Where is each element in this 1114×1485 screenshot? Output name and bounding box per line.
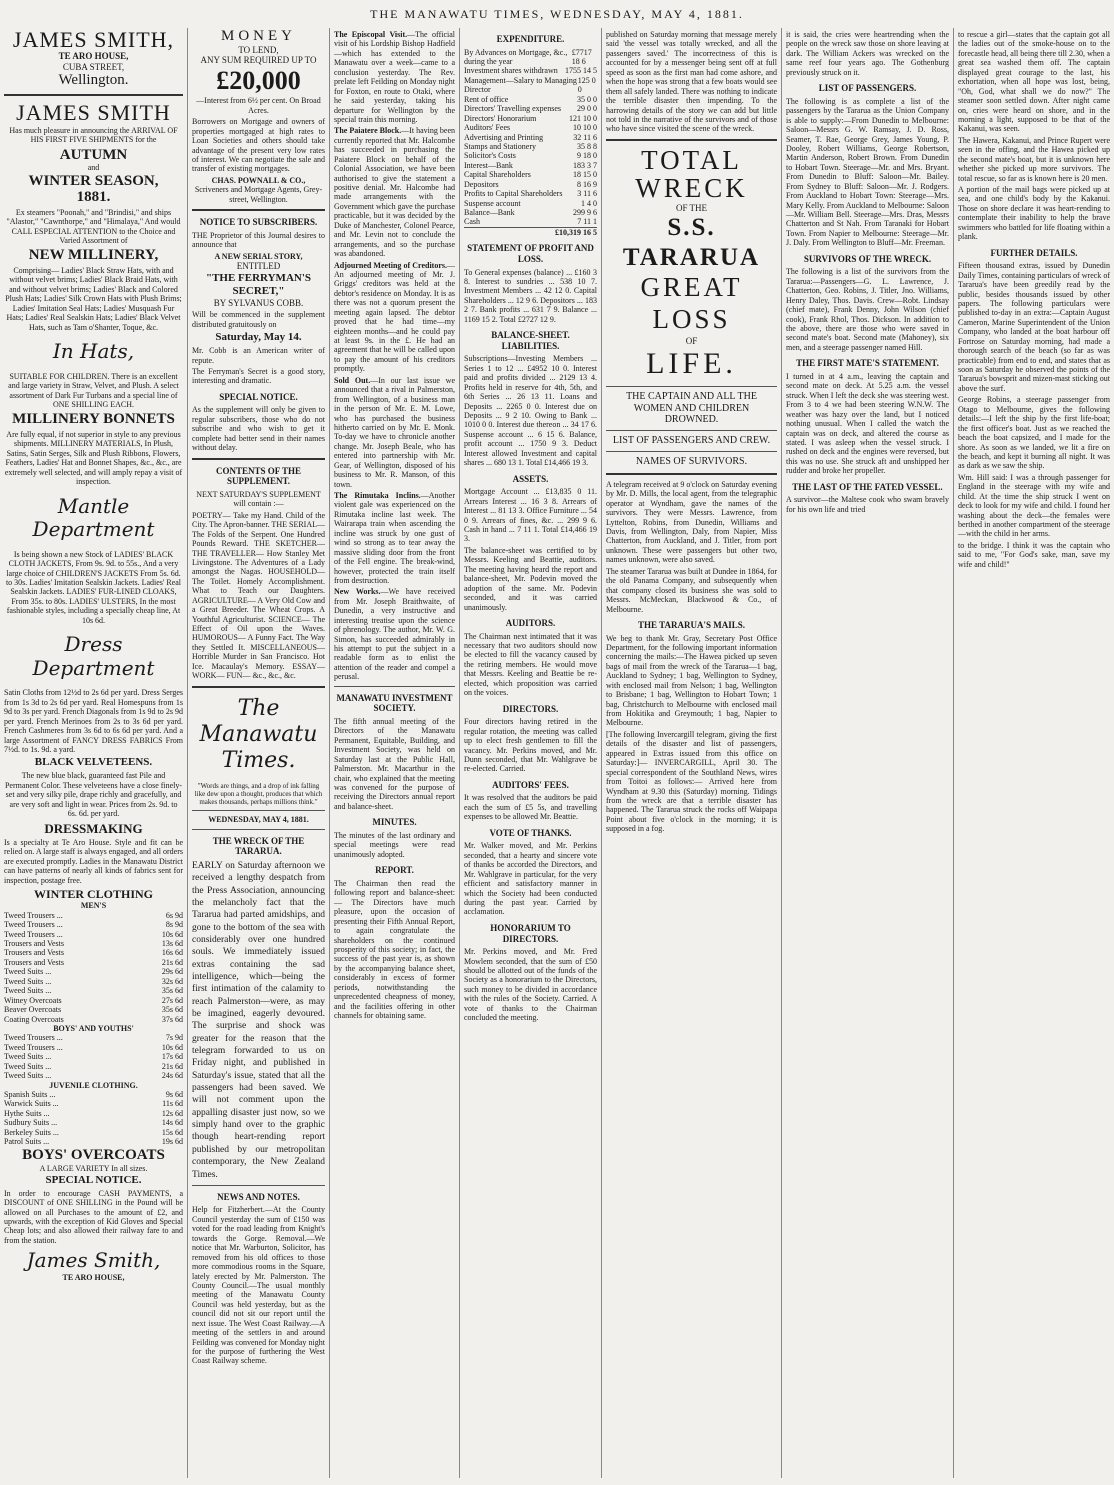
price-row: Tweed Suits ... 17s 6d bbox=[4, 1052, 183, 1062]
news-item: The Paiatere Block.—It having been currently reported that Mr. Halcombe has succeeded in purchasing the Paiatere Block on behalf of the Colonial Association, we have been authorised to give the statement a positive denial. Mr. Halcombe had made arrangements with the Government which gave the purchase practicable, but it was decided by the Duke of Manchester, Colonel Pearce, and Mr. Levin not to conclude the arrangements, and so the purchase was abandoned. bbox=[334, 126, 455, 259]
contents-list: POETRY— Take my Hand. Child of the City. The Apron-banner. THE SERIAL— The Folds of the Serpent. One Hundred Pounds Reward. THE SKETCHER— THE TRAVELLER— How Stanley Met Livingstone. The Adventures of a Lady amongst the Nagas. HOUSEHOLD— The Toilet. Homely Accomplishment. What to Teach our Daughters. AGRICULTURE— A Very Old Cow and a Great Breeder. The Wheat Crops. A Youthful Agriculturist. SCIENCE— The Effect of Oil upon the Waves. HUMOROUS— A Funny Fact. The Way they Settled It. MISCELLANEOUS— Horrible Murder in San Francisco. Hot Ice. Macaulay's Memory. ESSAY— WORK— FUN— &c., &c., &c. bbox=[192, 510, 325, 681]
advert-intro: Has much pleasure in announcing the ARRIVAL OF HIS FIRST FIVE SHIPMENTS for the bbox=[9, 125, 178, 145]
table-row: Solicitor's Costs 9 18 0 bbox=[464, 151, 597, 161]
serial-cobb: Mr. Cobb is an American writer of repute. bbox=[192, 346, 325, 365]
advert-name: JAMES SMITH, bbox=[12, 28, 175, 52]
price-row: Tweed Suits ... 21s 6d bbox=[4, 1061, 183, 1071]
table-row: Directors' Honorarium 121 10 0 bbox=[464, 113, 597, 123]
special-notice-heading: SPECIAL NOTICE. bbox=[219, 391, 298, 402]
advert-velveteens: BLACK VELVETEENS. bbox=[34, 756, 153, 769]
paper-dateline: WEDNESDAY, MAY 4, 1881. bbox=[208, 815, 309, 825]
assets-text: Mortgage Account ... £13,835 0 11. Arrears Interest ... 16 3 8. Arrears of Interest ... 81 13 3. Office Furniture ... 54 0 9. Arrears of fines, &c. ... 299 9 6. Cash in hand ... 7 11 1. Total £14,466 19 3. bbox=[464, 487, 597, 544]
fees-text: It was resolved that the auditors be paid each the sum of £5 5s, and travelling expenses to be allowed Mr. Beattie. bbox=[464, 793, 597, 822]
money-amount: £20,000 bbox=[216, 65, 301, 95]
advert-name-2: JAMES SMITH bbox=[16, 99, 171, 125]
advert-bonnets-text: Are fully equal, if not superior in style to any previous shipments. MILLINERY MATERIALS, In Plush, Satins, Satin Serges, Silk and Plush Ribbons, Flowers, Feathers, Ladies' Hat and Bonnet Shapes, &c., &c., are extremely well selected, and will amply repay a visit of inspection. bbox=[4, 429, 183, 487]
column-balance-sheet bbox=[460, 28, 602, 1478]
serial-title: "THE FERRYMAN'S SECRET," bbox=[205, 271, 312, 297]
price-row: Hythe Suits ... 12s 6d bbox=[4, 1108, 183, 1118]
further-text: Fifteen thousand extras, issued by Dunedin Daily Times, containing particulars of wreck of Tararua's have been greedily read by the public, besides thousands issued by other papers. The following particulars were published to-day in an extra:—Captain August Cameron, Marine Superintendent of the Union Company, who landed at the boat harbour off Fortrose on Saturday morning, had made a thorough search of the beach (so far as was practicable) from end to end, and states that as soon as Saturday he observed the points of the Tararua's bowsprit and mizen-mast sticking out above the surf. bbox=[958, 261, 1110, 393]
advert-notice: SPECIAL NOTICE. bbox=[45, 1173, 142, 1186]
column-further-details bbox=[954, 28, 1114, 1478]
advert-in-hats-text: SUITABLE FOR CHILDREN. There is an excellent and large variety in Straw, Velvet, and Plush. A select assortment of Dark Fur Turbans and a special line of ONE SHILLING EACH. bbox=[8, 371, 179, 409]
advert-bonnets: MILLINERY BONNETS bbox=[12, 411, 175, 428]
table-row: Interest—Bank 183 3 7 bbox=[464, 160, 597, 170]
masthead bbox=[0, 0, 1114, 26]
advert-overcoats-sub: A LARGE VARIETY In all sizes. bbox=[39, 1164, 148, 1174]
advert-foot-name: James Smith, bbox=[26, 1248, 161, 1273]
contents-next: NEXT SATURDAY'S SUPPLEMENT will contain :— bbox=[196, 489, 321, 509]
notice-subscribers-heading: NOTICE TO SUBSCRIBERS. bbox=[199, 217, 318, 228]
advert-juvenile-list bbox=[4, 1090, 183, 1147]
serial-heading: A NEW SERIAL STORY, bbox=[214, 251, 303, 261]
expenditure-table bbox=[464, 48, 597, 238]
tararua-history: The steamer Tararua was built at Dundee in 1864, for the old Panama Company, and subsequently when that company closed its business she was sold to Messrs. McMeckan, Blackwood & Co., of Melbourne. bbox=[606, 566, 777, 614]
table-row: By Advances on Mortgage, &c., during the year £7717 18 6 bbox=[464, 47, 592, 67]
telegram-text: A telegram received at 9 o'clock on Saturday evening by Mr. D. Mills, the local agent, from the telegraphic operator at Wyndham, gave the names of the survivors. They were Messrs. Lawrence, from Lyttelton, Robins, from Dunedin, Williams and Davis, from Wellington, Daly, from Napier, Miss Chatterton, from Auckland, and J. Titler, from port unknown. These were passengers but other two, names unknown, were also saved. bbox=[606, 479, 777, 565]
headline-of: OF bbox=[685, 335, 698, 346]
auditors-text: The Chairman next intimated that it was necessary that two auditors should now be elected to fill the vacancy caused by the retiring members. He would move that Messrs. Keeling and Beattie be re-elected, which proposition was carried on the voices. bbox=[464, 631, 597, 698]
masthead-title: THE MANAWATU TIMES, WEDNESDAY, MAY 4, 1881. bbox=[370, 7, 744, 21]
serial-author: BY SYLVANUS COBB. bbox=[213, 297, 304, 308]
advert-mens-list bbox=[4, 911, 183, 1024]
headline-total-wreck: TOTAL WRECK bbox=[635, 144, 748, 204]
price-row: Tweed Suits ... 29s 6d bbox=[4, 967, 183, 977]
price-row: Tweed Trousers ... 10s 6d bbox=[4, 1042, 183, 1052]
price-row: Tweed Trousers ... 8s 9d bbox=[4, 920, 183, 930]
honorarium-text: Mr. Perkins moved, and Mr. Fred Mowlem seconded, that the sum of £50 should be allotted out of the funds of the Society as a honorarium to the Directors, such money to be divided in accordance with the rules of the Society. Carried. A vote of thanks to the Chairman concluded the meeting. bbox=[464, 947, 597, 1023]
advert-millinery-text: Comprising— Ladies' Black Straw Hats, with and without velvet brims; Ladies' Black Braid Hats, with and without velvet brims; Ladies' Black and Colored Plush Hats; Ladies' Silk Crown Hats with Plush Brims; Ladies' Imitation Seal Hats; Ladies' Musquash Fur Hats; Ladies' Real Sealskin Hats; Ladies' Black Velvet Hats, such as Tam o'Shanter, Toque, &c. bbox=[5, 265, 182, 332]
passengers-heading: LIST OF PASSENGERS. bbox=[818, 83, 917, 94]
advert-mantle-text: Is being shown a new Stock of LADIES' BLACK CLOTH JACKETS, From 9s. 9d. to 55s., And a very large choice of CHILDREN'S JACKETS From 5s. 6d. to 30s. Ladies' Imitation Sealskin Jackets. Ladies' Real Sealskin Jackets. LADIES' FUR-LINED CLOAKS, From 35s. to 80s. LADIES' ULSTERS, In the most fashionable styles, including a specially cheap line, At 10s 6d. bbox=[5, 549, 182, 625]
rescue-text: to rescue a girl—states that the captain got all the ladies out of the smoke-house on to the forecastle head, all being there till 2.30, when a great sea washed them off. The captain displayed great courage to the last, his exhortation, when all hope was lost, being, "Oh, God, what shall we do now?" The steamer soon settled down. After night came on, cries were heard on shore, and in the morning a light, supposed to be that of the Kakanui, was seen. bbox=[958, 30, 1110, 134]
survivors-heading: SURVIVORS OF THE WRECK. bbox=[803, 253, 932, 264]
mails-heading: THE TARARUA'S MAILS. bbox=[638, 619, 745, 630]
money-heading: MONEY bbox=[221, 28, 296, 44]
special-notice-text: As the supplement will only be given to regular subscribers, those who do not subscribe and who wish to get it complete had better send in their names without delay. bbox=[192, 405, 325, 453]
column-te-aro-advert bbox=[0, 28, 188, 1478]
wreck-editorial-text: EARLY on Saturday afternoon we received a lengthy despatch from the Press Association, announcing the melancholy fact that the Tararua had parted amidships, and gone to the bottom of the sea with considerably over one hundred souls. We immediately issued extras containing the sad intelligence, which—being the first intimation of the calamity to reach Palmerston—were, as may be imagined, eagerly devoured. The surprise and shock was greater for the reason that the telegram forwarded to us on Friday night, and published in Saturday's issue, stated that all the passengers had been saved. We will not comment upon the appalling disaster just now, so we simply hand over to the graphic though heart-rending report published by our metropolitan contemporary, the New Zealand Times. bbox=[192, 860, 325, 1180]
headline-ship: S.S. TARARUA bbox=[622, 214, 761, 271]
money-any-sum: ANY SUM REQUIRED UP TO bbox=[200, 55, 317, 66]
news-item: Sold Out.—In our last issue we announced that a rival in Palmerston, from Wellington, of a business man in the person of Mr. E. M. Lowe, who has purchased the business hitherto carried on by Mr. E. Monk. To-day we have to chronicle another change. Mr. Joseph Beale, who has entered into partnership with Mr. Gear, of Wellington, disposed of his business to Mr. R. Manson, of this town. bbox=[334, 375, 455, 489]
table-row: Management—Salary to Managing Director 125 0 0 bbox=[464, 75, 596, 95]
advert-autumn: AUTUMN bbox=[59, 146, 128, 163]
profit-heading: STATEMENT OF PROFIT AND LOSS. bbox=[467, 243, 594, 264]
advert-year: 1881. bbox=[76, 189, 111, 206]
price-row: Tweed Trousers ... 7s 9d bbox=[4, 1033, 183, 1043]
news-heading: NEWS AND NOTES. bbox=[217, 1191, 300, 1202]
headline-life: LIFE. bbox=[646, 347, 737, 381]
subhead-survivors: NAMES OF SURVIVORS. bbox=[635, 456, 748, 468]
advert-ex: Ex steamers "Poonah," and "Brindisi," and ships "Alastor," "Cawnthorpe," and "Himalaya," And would CALL ESPECIAL ATTENTION to the Choice and Varied Assortment of bbox=[6, 207, 181, 246]
invercargill-text: [The following Invercargill telegram, giving the first details of the disaster and list of passengers, appeared in Extras issued from this office on Saturday:]— INVERCARGILL, April 30. The special correspondent of the Southland News, wires from Toitoi as follows:— Arrived here from Wyndham at 9.30 this (Saturday) morning. Tidings from the wreck are that a terrible disaster has happened. The Tararua struck the rocks off Waipapa Point about five o'clock in the morning; it is supposed in a fog. bbox=[606, 729, 777, 834]
assets-heading: ASSETS. bbox=[512, 473, 549, 484]
profit-text: To General expenses (balance) ... £160 3 8. Interest to sundries ... 538 10 7. Investment Members ... 42 12 0. Capital Shareholders ... 12 9 6. Depositors ... 183 2 7. Bank profits ... 631 7 9. Balance ... 1169 15 2. Total £2727 12 9. bbox=[464, 267, 597, 324]
table-row: Directors' Travelling expenses 29 0 0 bbox=[464, 104, 597, 114]
advert-velveteens-text: The new blue black, guaranteed fast Pile and Permanent Color. These velveteens have a close finely-set and very silky pile, drape richly and gracefully, and are very soft and light in wear. Prices from 2s. 9d. to 6s. 6d. per yard. bbox=[4, 771, 183, 819]
paper-motto: "Words are things, and a drop of ink falling like dew upon a thought, produces that which makes thousands, perhaps millions think." bbox=[194, 781, 323, 806]
advert-mantle: Mantle Department bbox=[32, 493, 155, 542]
price-row: Beaver Overcoats 35s 6d bbox=[4, 1005, 183, 1015]
money-firm-sub: Scriveners and Mortgage Agents, Grey-street, Wellington. bbox=[194, 185, 323, 204]
paper-title: The Manawatu Times. bbox=[199, 695, 318, 773]
price-row: Warwick Suits ... 11s 6d bbox=[4, 1099, 183, 1109]
advert-winter: WINTER SEASON, bbox=[28, 172, 159, 189]
directors-text: Four directors having retired in the regular rotation, the meeting was called up to elect fresh gentlemen to fill the vacancy. Mr. Perkins moved, and Mr. Dunn seconded, that Mr. Wahlgrave be re-elected. Carried. bbox=[464, 717, 597, 774]
survivors-text: The following is a list of the survivors from the Tararua:—Passengers—G. L. Lawrence, J. Chatterton, Geo. Robins, J. Titler, Jno. Williams, Henry Daley, Thos. Davis. Crew—Robt. Lindsay (chief mate), Frank Denny, John Wilson (chief cook), Frank Rhol, Thos. Dickson. In addition to the above, there are those who were saved in second mate's boat. Second mate (Mahoney), six men, and a steerage passenger named Hill. bbox=[786, 267, 949, 352]
last-vessel-heading: THE LAST OF THE FATED VESSEL. bbox=[792, 481, 943, 492]
subhead-drowned: THE CAPTAIN AND ALL THE WOMEN AND CHILDREN DROWNED. bbox=[626, 390, 757, 426]
report-text: The Chairman then read the following report and balance-sheet:— The Directors have much pleasure, upon the occasion of presenting their Fifth Annual Report, to again congratulate the shareholders on the continued prosperity of this society; in fact, the success of the past year is, as shown by the accompanying balance sheet, considerably in excess of former periods, notwithstanding the unprecedented cheapness of money, and the facilities offering in other channels for obtaining same. bbox=[334, 878, 455, 1020]
money-interest: —Interest from 6½ per cent. On Broad Acres. bbox=[196, 96, 321, 115]
table-row: Balance—Bank 299 9 6 bbox=[464, 208, 597, 218]
balance-text: Subscriptions—Investing Members ... Series 1 to 12 ... £4952 10 0. Interest paid and profits divided ... 2129 13 4. Profits held in reserve for 4th, 5th, and 6th Series ... 26 13 11. Loans and Deposits ... 2265 0 0. Interest due on Deposits ... 9 2 10. Owing to Bank ... 1010 0 0. Interest due thereon ... 34 17 6. Suspense account ... 6 15 6. Balance, profit account ... 1750 9 3. Deduct Interest allowed Investment and capital shares ... 680 13 1. Total £14,466 19 3. bbox=[464, 354, 597, 468]
price-row: Trousers and Vests 13s 6d bbox=[4, 939, 183, 949]
advert-city: Wellington. bbox=[58, 72, 129, 89]
mails-text: We beg to thank Mr. Gray, Secretary Post Office Department, for the following important information concerning the mails:—The Hawea picked up seven bags of mail from the wreck of the Tararua—1 bag, Auckland to Sydney; 1 bag, Wellington to Sydney, with enclosed mail from Nelson; 1 bag, Wellington to Brisbane; 1 bag, Wellington to Hobart Town; 1 bag, Christchurch to Melbourne with enclosed mail from Hokitika and Greymouth; 1 bag, Napier to Melbourne. bbox=[606, 633, 777, 728]
advert-dressmaking: DRESSMAKING bbox=[44, 820, 143, 836]
advert-juvenile: JUVENILE CLOTHING. bbox=[49, 1080, 138, 1090]
headline-of-the: OF THE bbox=[675, 202, 708, 213]
column-passengers bbox=[782, 28, 954, 1478]
advert-millinery: NEW MILLINERY, bbox=[28, 247, 159, 264]
minutes-text: The minutes of the last ordinary and special meetings were read unanimously adopted. bbox=[334, 830, 455, 859]
price-row: Trousers and Vests 21s 6d bbox=[4, 957, 183, 967]
headline-great-loss: GREAT LOSS bbox=[640, 272, 743, 334]
price-row: Witney Overcoats 27s 6d bbox=[4, 995, 183, 1005]
subhead-list: LIST OF PASSENGERS AND CREW. bbox=[612, 435, 771, 447]
table-row: Stamps and Stationery 35 8 8 bbox=[464, 141, 597, 151]
wreck-intro: published on Saturday morning that message merely said 'the vessel was totally wrecked, and all the passengers saved.' The incorrectness of this is accounted for by a messenger being sent off at full speed as soon as the first man had come ashore, and when the hope was strong that a few boats would see them all safely landed. There was nothing to indicate the terrible disaster then impending. To the harrowing details of the story we can add but little not told in the narrative of the survivors and of those who have since visited the scene of the wreck. bbox=[606, 30, 777, 134]
thanks-text: Mr. Walker moved, and Mr. Perkins seconded, that a hearty and sincere vote of thanks be accorded the Directors, and Mr. Wahlgrave in particular, for the very efficient and satisfactory manner in which the Society had been conducted during the past year. Carried by acclamation. bbox=[464, 841, 597, 917]
fees-heading: AUDITORS' FEES. bbox=[492, 779, 569, 790]
society-heading: MANAWATU INVESTMENT SOCIETY. bbox=[336, 692, 453, 714]
advert-street: CUBA STREET, bbox=[62, 61, 125, 72]
advert-mens: MEN'S bbox=[80, 901, 107, 911]
serial-ferryman: The Ferryman's Secret is a good story, interesting and dramatic. bbox=[192, 367, 325, 386]
advert-boys: BOYS' AND YOUTHS' bbox=[53, 1023, 134, 1033]
advert-dress: Dress Department bbox=[32, 632, 155, 680]
table-row: Capital Shareholders 18 15 0 bbox=[464, 170, 597, 180]
serial-entitled: ENTITLED bbox=[236, 261, 281, 272]
price-row: Spanish Suits ... 9s 6d bbox=[4, 1090, 183, 1100]
mate-heading: THE FIRST MATE'S STATEMENT. bbox=[796, 358, 939, 369]
news-text: Help for Fitzherbert.—At the County Council yesterday the sum of £150 was voted for the road leading from Knight's towards the Gorge. Removal.—We notice that Mr. Warburton, Solicitor, has removed from his old offices to those more commodious rooms in the Square, lately erected by Mr. Palmerston. The County Council.—The usual monthly meeting of the Manawatu County Council was held yesterday, but as the council did not sit our report until the next issue. The West Coast Railway.—A meeting of the settlers in and around Feilding was convened for Monday night for the purpose of furthering the West Coast Railway scheme. bbox=[192, 1205, 325, 1366]
contents-heading: CONTENTS OF THE SUPPLEMENT. bbox=[215, 465, 302, 487]
last-vessel-text: A survivor—the Maltese cook who swam bravely for his own life and tried bbox=[786, 495, 949, 514]
advert-notice-text: In order to encourage CASH PAYMENTS, a DISCOUNT of ONE SHILLING in the Pound will be allowed on all Purchases to the amount of £2, and upwards, with the exception of Kid Gloves and Special Cheap lots; and also allowed their railway fare to and from the station. bbox=[4, 1188, 183, 1245]
minutes-heading: MINUTES. bbox=[372, 817, 417, 828]
price-row: Tweed Suits ... 24s 6d bbox=[4, 1071, 183, 1081]
news-item: The Rimutaka Inclins.—Another violent gale was experienced on the Rimutaka incline last week. The Wairarapa train when ascending the incline was struck by one gust of wind so strong as to tear away the massive sliding door from the front of the Fell engine. The break-wind, however, protected the train itself from destruction. bbox=[334, 491, 455, 585]
advert-dressmaking-text: Is a specialty at Te Aro House. Style and fit can be relied on. A large staff is always engaged, and all orders are executed promptly. Ladies in the Manawatu District can have patterns of nearly all kinds of fabrics sent for inspection, postage free. bbox=[4, 837, 183, 885]
advert-and: and bbox=[87, 163, 100, 173]
certified-text: The balance-sheet was certified to by Messrs. Keeling and Beattie, auditors. The meeting having heard the report and balance-sheet, Mr. Podevin moved the adoption of the same. Mr. Podevin seconded, and it was carried unanimously. bbox=[464, 545, 597, 612]
table-row: Investment shares withdrawn 1755 14 5 bbox=[464, 66, 597, 76]
advert-foot-house: TE ARO HOUSE, bbox=[62, 1272, 125, 1282]
column-local-news bbox=[330, 28, 460, 1478]
table-row: Depositors 8 16 9 bbox=[464, 179, 597, 189]
honorarium-heading: HONORARIUM TO DIRECTORS. bbox=[490, 922, 571, 944]
report-heading: REPORT. bbox=[375, 865, 414, 876]
advert-in-hats: In Hats, bbox=[52, 339, 135, 364]
george-robins-text: George Robins, a steerage passenger from Otago to Melbourne, gives the following details:—I left the ship by the first life-boat; the first officer's boat. Just as we reached the beach the boat capsized, and I made for the shore. As soon as we landed, we lit a fire on the beach, and kept it burning all night. It was as dark as we saw the ship. bbox=[958, 395, 1110, 471]
price-row: Sudbury Suits ... 14s 6d bbox=[4, 1118, 183, 1128]
price-row: Tweed Trousers ... 6s 9d bbox=[4, 910, 183, 920]
auditors-heading: AUDITORS. bbox=[505, 617, 556, 628]
money-borrowers: Borrowers on Mortgage and owners of properties mortgaged at high rates to Loan Societies and others should take advantage of the present very low rates of interest. We can negotiate the sale and transfer of existing mortgages. bbox=[192, 117, 325, 174]
table-row: Advertising and Printing 32 11 6 bbox=[464, 132, 597, 142]
column-notices bbox=[188, 28, 330, 1478]
passengers-intro: it is said, the cries were heartrending when the people on the wreck saw those on shore leaving at dark. The William Ackers was wrecked on the same reef four years ago. The Gothenburg previously struck on it. bbox=[786, 30, 949, 77]
directors-heading: DIRECTORS. bbox=[502, 703, 559, 714]
advert-overcoats: BOYS' OVERCOATS bbox=[22, 1146, 165, 1163]
column-wreck-news bbox=[602, 28, 782, 1478]
table-row: Rent of office 35 0 0 bbox=[464, 94, 597, 104]
price-row: Tweed Trousers ... 10s 6d bbox=[4, 929, 183, 939]
price-row: Trousers and Vests 16s 6d bbox=[4, 948, 183, 958]
advert-boys-list bbox=[4, 1033, 183, 1080]
thanks-heading: VOTE OF THANKS. bbox=[489, 827, 572, 838]
price-row: Coating Overcoats 37s 6d bbox=[4, 1014, 183, 1024]
final-text: to the bridge. I think it was the captain who said to me, "For God's sake, man, save my wife and child!" bbox=[958, 540, 1110, 569]
table-row: Cash 7 11 1 bbox=[464, 217, 597, 227]
price-row: Tweed Suits ... 35s 6d bbox=[4, 986, 183, 996]
price-row: Tweed Suits ... 32s 6d bbox=[4, 976, 183, 986]
price-row: Berkeley Suits ... 15s 6d bbox=[4, 1127, 183, 1137]
passengers-text: The following is as complete a list of the passengers by the Tararua as the Union Company is able to supply:—From Dunedin to Melbourne: Saloon—Messrs G. W. Ramsay, J. D. Ross, Seamer, T. Rae, George Grey, James Young, P. Dooley, Robert Williams, George Robertson, Martin Anderson, Robert Brown. From Dunedin to Hobart Town. Steerage—Mr. and Mrs. Bryant. From Dunedin to Bluff: Saloon—Mr. Bailey. From Sydney to Bluff: Saloon—Mr. J. Rodgers. From Auckland to Hobart Town: Steerage—Mrs. Mary Kelly. From Auckland to Melbourne: Saloon—Mr. William Bell. Steerage—Mrs. Dras, Messrs Chatterton and St Nah. From Taranaki for Hobart Town. From Napier to Melbourne: Steerage—Mr. J. Daly. From Wellington to Bluff—Mr. Freeman. bbox=[786, 96, 949, 248]
balance-heading: BALANCE-SHEET. LIABILITIES. bbox=[491, 330, 570, 351]
portion-text: A portion of the mail bags were picked up at sea, and one child's body by the Kakanui. Those on shore declare it was heart-rending to contemplate their inability to help the brave swimmers who battled for life floating within a plank. bbox=[958, 185, 1110, 242]
wm-hill-text: Wm. Hill said: I was a through passenger for England in the steerage with my wife and child. At the time the ship struck I went on deck to look for my wife and child. I found her washing about the deck—the females were berthed in another compartment of the steerage—with the child in her arms. bbox=[958, 472, 1110, 539]
further-heading: FURTHER DETAILS. bbox=[990, 247, 1078, 258]
news-item: The Episcopal Visit.—The official visit of his Lordship Bishop Hadfield—which has extended to the Manawatu over a week—came to a conclusion yesterday. The Rev. prelate left Feilding on Monday night for Foxton, en route to Otaki, where he said yesterday, taking his departure for Wellington by the special train this morning. bbox=[334, 30, 455, 124]
price-row: Patrol Suits ... 19s 6d bbox=[4, 1137, 183, 1147]
expenditure-heading: EXPENDITURE. bbox=[496, 34, 565, 44]
society-text: The fifth annual meeting of the Directors of the Manawatu Permanent, Equitable, Building, and Investment Society, was held on Saturday last at the Public Hall, Palmerston. Mr. Macarthur in the chair, who explained that the meeting was convened for the purpose of receiving the Directors annual report and balance-sheet. bbox=[334, 716, 455, 811]
hawera-text: The Hawera, Kakanui, and Prince Rupert were seen in the offing, and the Hawea picked up the second mate's boat, but it is unknown here whether she picked up more survivors. The total rescue, so far as is known here is 20 men. bbox=[958, 135, 1110, 183]
money-firm: CHAS. POWNALL & CO., bbox=[211, 175, 306, 185]
table-row: Auditors' Fees 10 10 0 bbox=[464, 123, 597, 133]
serial-commence: Will be commenced in the supplement distributed gratuitously on bbox=[192, 310, 325, 329]
advert-clothing: WINTER CLOTHING bbox=[33, 887, 154, 902]
table-row: Profits to Capital Shareholders 3 11 6 bbox=[464, 189, 597, 199]
serial-date: Saturday, May 14. bbox=[215, 331, 302, 344]
money-to-lend: TO LEND, bbox=[238, 44, 279, 55]
news-item: New Works.—We have received from Mr. Joseph Braithwaite, of Dunedin, a very instructive and interesting treatise upon the science of phrenology. The author, Mr. W. G. Simon, has succeeded admirably in his attempt to put the subject in a readable form as to enlist the attention of the reader and compel a perusal. bbox=[334, 587, 456, 682]
advert-house: TE ARO HOUSE, bbox=[58, 51, 129, 62]
wreck-editorial-heading: THE WRECK OF THE TARARUA. bbox=[212, 835, 305, 857]
table-row: Suspense account 1 4 0 bbox=[464, 198, 597, 208]
news-item: Adjourned Meeting of Creditors.—An adjourned meeting of Mr. J. Griggs' creditors was held at the debtor's residence on Monday. It is as there was not a quorum present the meeting again lapsed. The debtor proved that he had time—my eighteen months—and he could pay at least 9s. in the £. He had an agreement that he will be called upon to pay the amount of his creditors promptly. bbox=[334, 260, 455, 374]
mate-text: I turned in at 4 a.m., leaving the captain and second mate on deck. At 5.25 a.m. the vessel struck. When I left the deck she was steering west. From 3 to 4 we had been steering W.N.W. The weather was hazy over the land, but I noticed nothing unusual. When I called the watch the captain was on deck, and altered the course as stated. I was asleep when the vessel struck. I rushed on deck and the engines were reversed, but this was no use. She struck aft and unshipped her rudder and broke her propeller. bbox=[786, 371, 949, 476]
notice-subscribers-text: THE Proprietor of this Journal desires to announce that bbox=[192, 230, 325, 250]
expenditure-total: £10,319 16 5 bbox=[464, 227, 597, 237]
advert-dress-text: Satin Cloths from 12½d to 2s 6d per yard. Dress Serges from 1s 3d to 2s 6d per yard. Real Homespuns from 1s 9d to 3s per yard. French Diagonals from 1s 9d to 2s 9d per yard. French Merinoes from 2s to 3s 6d per yard. French Cashmeres from 3s 6d to 6s 6d per yard. And a large Assortment of FANCY DRESS FABRICS From 7½d. to 1s. 9d. a yard. bbox=[4, 688, 183, 754]
